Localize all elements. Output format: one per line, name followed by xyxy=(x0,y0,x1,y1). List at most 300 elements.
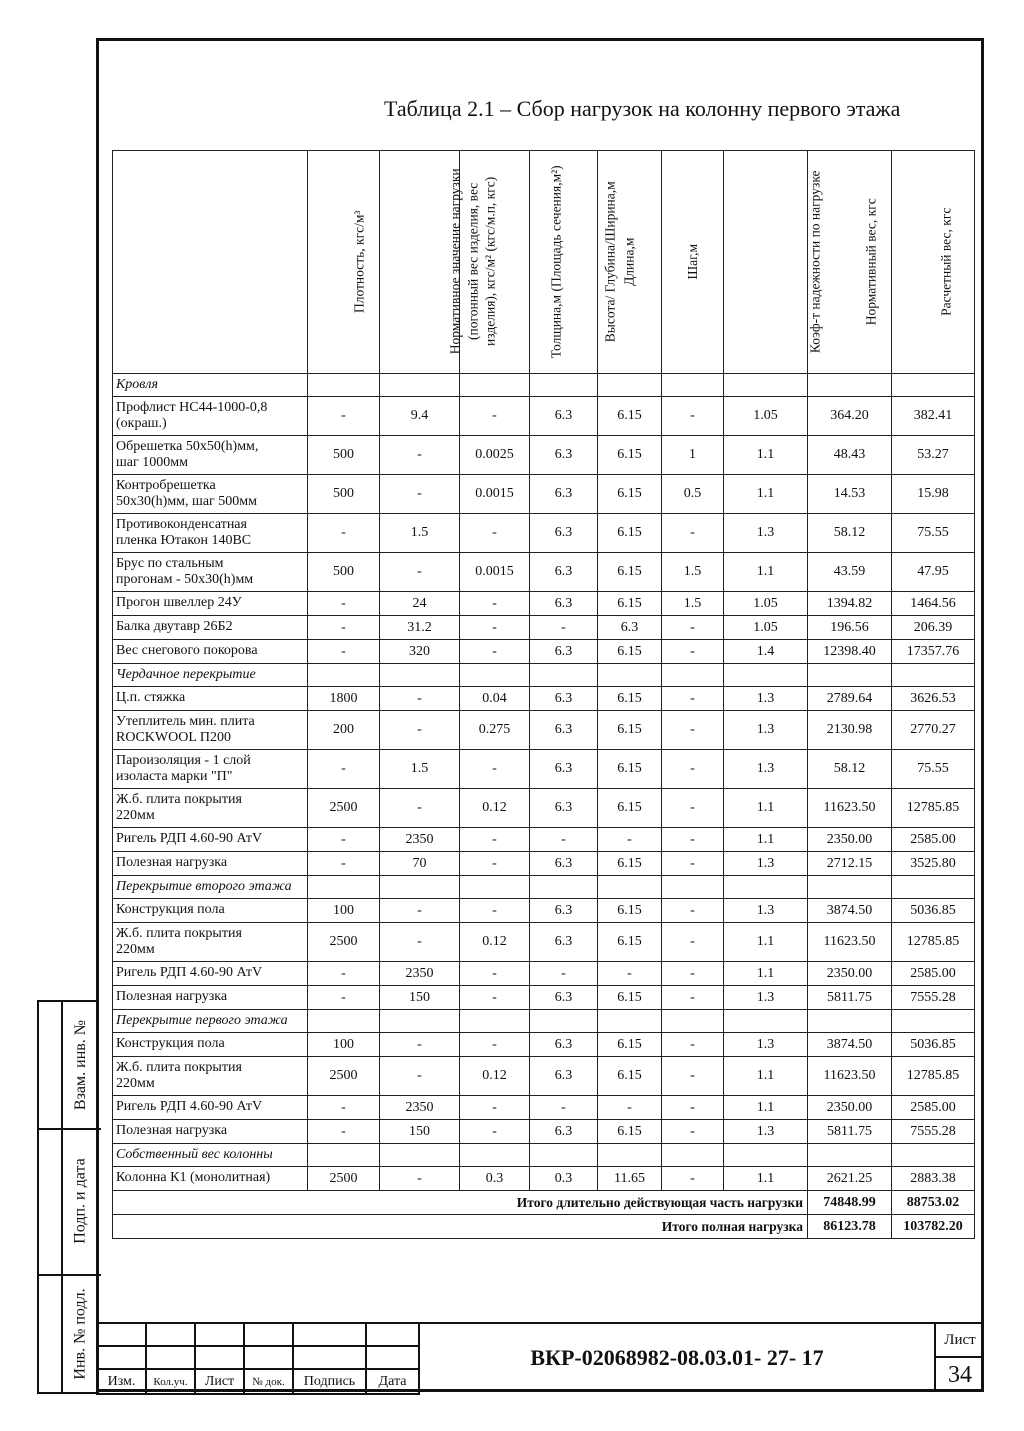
row-value: 9.4 xyxy=(380,397,460,436)
header-cell xyxy=(380,151,498,374)
header-label: Нормативное значение нагрузки (погонный вес изделия, вес изделия), кгс/м² (кгс/м.п, кгс) xyxy=(447,168,498,355)
table-row xyxy=(113,986,975,1010)
row-value: 1.1 xyxy=(724,436,808,475)
row-value: - xyxy=(380,687,460,711)
row-value: - xyxy=(460,986,530,1010)
header-label: Расчетный вес, кгс xyxy=(938,207,954,316)
row-name: Брус по стальным прогонам - 50х30(h)мм xyxy=(113,553,308,592)
row-value: 2350.00 xyxy=(808,962,892,986)
row-value: 1.05 xyxy=(724,616,808,640)
title-block-grid xyxy=(96,1322,420,1395)
row-value: 6.15 xyxy=(598,1120,662,1144)
loads-table xyxy=(112,150,975,1239)
row-value: - xyxy=(380,436,460,475)
row-value: 0.12 xyxy=(460,1057,530,1096)
row-value: - xyxy=(662,1033,724,1057)
header-label: Толщина,м (Площадь сечения,м²) xyxy=(548,165,564,359)
row-value: 0.3 xyxy=(530,1167,598,1191)
row-name: Противоконденсатная пленка Ютакон 140ВС xyxy=(113,514,308,553)
row-value: 7555.28 xyxy=(892,1120,975,1144)
row-value: 1.5 xyxy=(380,750,460,789)
row-value: 2789.64 xyxy=(808,687,892,711)
row-value: 3525.80 xyxy=(892,852,975,876)
row-value: - xyxy=(380,553,460,592)
total-design: 88753.02 xyxy=(892,1191,975,1215)
total-normative: 74848.99 xyxy=(808,1191,892,1215)
row-value: 2350 xyxy=(380,1096,460,1120)
row-value: - xyxy=(460,514,530,553)
row-value: 100 xyxy=(308,899,380,923)
row-value: - xyxy=(308,1120,380,1144)
row-value: - xyxy=(662,899,724,923)
row-value: 2350.00 xyxy=(808,828,892,852)
row-value: 2585.00 xyxy=(892,1096,975,1120)
table-title: Таблица 2.1 – Сбор нагрузок на колонну первого этажа xyxy=(384,96,901,121)
row-value: 6.3 xyxy=(530,852,598,876)
row-value: 6.15 xyxy=(598,923,662,962)
row-name: Полезная нагрузка xyxy=(113,852,308,876)
table-row xyxy=(113,750,975,789)
row-value: - xyxy=(380,789,460,828)
row-value: 364.20 xyxy=(808,397,892,436)
header-cell xyxy=(892,151,975,374)
row-value: 1 xyxy=(662,436,724,475)
row-value: 6.3 xyxy=(530,711,598,750)
row-value: 6.3 xyxy=(530,1120,598,1144)
row-value: 11.65 xyxy=(598,1167,662,1191)
row-name: Конструкция пола xyxy=(113,1033,308,1057)
row-value: 11623.50 xyxy=(808,789,892,828)
row-value: 6.3 xyxy=(530,1057,598,1096)
row-value: - xyxy=(380,1057,460,1096)
row-value: 2500 xyxy=(308,789,380,828)
row-value: 382.41 xyxy=(892,397,975,436)
header-label: Длина,м xyxy=(621,237,637,286)
row-value: - xyxy=(662,962,724,986)
table-row xyxy=(113,553,975,592)
row-value: 1.5 xyxy=(662,553,724,592)
row-value: 6.15 xyxy=(598,986,662,1010)
row-value: 200 xyxy=(308,711,380,750)
row-name: Вес снегового покорова xyxy=(113,640,308,664)
row-value: - xyxy=(308,640,380,664)
row-value: 6.15 xyxy=(598,397,662,436)
row-value: - xyxy=(530,1096,598,1120)
sheet-box xyxy=(934,1322,984,1391)
row-value: 2712.15 xyxy=(808,852,892,876)
row-value: 6.15 xyxy=(598,1057,662,1096)
header-cell xyxy=(724,151,823,374)
sheet-number: 34 xyxy=(948,1362,972,1388)
row-value: 2883.38 xyxy=(892,1167,975,1191)
row-value: 53.27 xyxy=(892,436,975,475)
row-value: 1464.56 xyxy=(892,592,975,616)
row-value: 6.15 xyxy=(598,899,662,923)
section-title: Перекрытие первого этажа xyxy=(113,1010,308,1033)
table-row xyxy=(113,475,975,514)
row-value: 75.55 xyxy=(892,750,975,789)
row-value: 6.3 xyxy=(530,475,598,514)
row-value: 43.59 xyxy=(808,553,892,592)
row-value: - xyxy=(460,1033,530,1057)
section-title: Собственный вес колонны xyxy=(113,1144,308,1167)
stamp-col-label: Лист xyxy=(195,1369,244,1394)
row-value: - xyxy=(460,962,530,986)
row-value: - xyxy=(662,640,724,664)
row-value: 17357.76 xyxy=(892,640,975,664)
row-value: 1.5 xyxy=(662,592,724,616)
row-value: 1.05 xyxy=(724,592,808,616)
row-value: 2500 xyxy=(308,1057,380,1096)
row-value: 320 xyxy=(380,640,460,664)
row-value: 5036.85 xyxy=(892,899,975,923)
side-stamp-label: Взам. инв. № xyxy=(72,1019,90,1111)
table-row xyxy=(113,1120,975,1144)
row-value: - xyxy=(662,616,724,640)
row-name: Прогон швеллер 24У xyxy=(113,592,308,616)
row-value: 1.1 xyxy=(724,923,808,962)
row-value: 6.3 xyxy=(530,592,598,616)
header-cell xyxy=(308,151,380,374)
row-name: Ж.б. плита покрытия 220мм xyxy=(113,789,308,828)
row-value: 75.55 xyxy=(892,514,975,553)
row-name: Ж.б. плита покрытия 220мм xyxy=(113,1057,308,1096)
row-value: 1.3 xyxy=(724,986,808,1010)
header-label: Плотность, кгс/м³ xyxy=(351,210,367,314)
row-value: 150 xyxy=(380,1120,460,1144)
row-value: 150 xyxy=(380,986,460,1010)
row-value: 3626.53 xyxy=(892,687,975,711)
row-value: 3874.50 xyxy=(808,899,892,923)
row-value: 6.15 xyxy=(598,436,662,475)
section-row xyxy=(113,374,975,397)
row-value: 6.3 xyxy=(530,640,598,664)
row-value: 1.3 xyxy=(724,687,808,711)
row-value: - xyxy=(662,1057,724,1096)
row-value: 1.3 xyxy=(724,514,808,553)
table-row xyxy=(113,828,975,852)
total-row xyxy=(113,1215,975,1239)
row-name: Обрешетка 50х50(h)мм, шаг 1000мм xyxy=(113,436,308,475)
row-value: 1.3 xyxy=(724,852,808,876)
row-value: - xyxy=(308,750,380,789)
side-stamp-label: Инв. № подл. xyxy=(72,1288,90,1380)
row-value: 1800 xyxy=(308,687,380,711)
section-title: Кровля xyxy=(113,374,308,397)
row-value: - xyxy=(662,711,724,750)
row-value: 6.3 xyxy=(530,514,598,553)
total-label: Итого длительно действующая часть нагрузки xyxy=(113,1191,808,1215)
row-value: - xyxy=(598,962,662,986)
row-value: - xyxy=(380,711,460,750)
row-value: - xyxy=(460,852,530,876)
header-cell xyxy=(113,151,308,374)
table-row xyxy=(113,1057,975,1096)
row-value: 11623.50 xyxy=(808,923,892,962)
row-value: 6.3 xyxy=(530,1033,598,1057)
row-value: 6.3 xyxy=(530,436,598,475)
row-value: - xyxy=(460,397,530,436)
table-row xyxy=(113,514,975,553)
row-value: - xyxy=(598,1096,662,1120)
row-value: 12785.85 xyxy=(892,923,975,962)
row-value: 1.4 xyxy=(724,640,808,664)
row-value: - xyxy=(460,616,530,640)
total-row xyxy=(113,1191,975,1215)
row-value: - xyxy=(662,828,724,852)
side-stamp-cell xyxy=(61,1002,101,1128)
section-row xyxy=(113,664,975,687)
row-name: Контробрешетка 50х30(h)мм, шаг 500мм xyxy=(113,475,308,514)
table-row xyxy=(113,789,975,828)
table-row xyxy=(113,592,975,616)
row-value: - xyxy=(662,986,724,1010)
row-value: - xyxy=(308,514,380,553)
row-value: - xyxy=(460,899,530,923)
row-value: 2350 xyxy=(380,962,460,986)
row-value: 100 xyxy=(308,1033,380,1057)
header-label: Нормативный вес, кгс xyxy=(863,198,879,326)
row-value: 1394.82 xyxy=(808,592,892,616)
row-name: Полезная нагрузка xyxy=(113,1120,308,1144)
row-value: 1.1 xyxy=(724,1057,808,1096)
row-value: - xyxy=(308,397,380,436)
row-value: 500 xyxy=(308,553,380,592)
row-value: 31.2 xyxy=(380,616,460,640)
row-value: 196.56 xyxy=(808,616,892,640)
table-row xyxy=(113,923,975,962)
table-row xyxy=(113,397,975,436)
total-label: Итого полная нагрузка xyxy=(113,1215,808,1239)
row-value: 12785.85 xyxy=(892,1057,975,1096)
document-code: ВКР-02068982-08.03.01- 27- 17 xyxy=(418,1322,934,1391)
row-name: Пароизоляция - 1 слой изоласта марки "П" xyxy=(113,750,308,789)
table-row xyxy=(113,962,975,986)
row-value: 500 xyxy=(308,475,380,514)
row-name: Профлист НС44-1000-0,8 (окраш.) xyxy=(113,397,308,436)
row-value: 6.15 xyxy=(598,553,662,592)
row-value: - xyxy=(308,616,380,640)
row-value: 1.1 xyxy=(724,1096,808,1120)
row-value: - xyxy=(308,852,380,876)
row-value: 6.15 xyxy=(598,750,662,789)
header-cell xyxy=(662,151,724,374)
row-value: - xyxy=(662,923,724,962)
total-design: 103782.20 xyxy=(892,1215,975,1239)
row-value: - xyxy=(662,1167,724,1191)
row-value: 2585.00 xyxy=(892,962,975,986)
row-value: 12785.85 xyxy=(892,789,975,828)
row-value: 58.12 xyxy=(808,750,892,789)
row-value: 2350.00 xyxy=(808,1096,892,1120)
row-value: 2585.00 xyxy=(892,828,975,852)
row-value: 6.15 xyxy=(598,687,662,711)
row-value: 1.3 xyxy=(724,899,808,923)
row-value: 6.15 xyxy=(598,1033,662,1057)
row-value: 6.3 xyxy=(530,687,598,711)
row-value: - xyxy=(662,1096,724,1120)
row-value: - xyxy=(598,828,662,852)
row-value: - xyxy=(662,789,724,828)
row-value: 2130.98 xyxy=(808,711,892,750)
table-row xyxy=(113,1167,975,1191)
row-name: Балка двутавр 26Б2 xyxy=(113,616,308,640)
row-value: - xyxy=(662,750,724,789)
header-row xyxy=(113,151,975,374)
table-row xyxy=(113,899,975,923)
row-name: Ж.б. плита покрытия 220мм xyxy=(113,923,308,962)
stamp-col-label: Изм. xyxy=(97,1369,146,1394)
row-value: 6.3 xyxy=(598,616,662,640)
header-label: Коэф-т надежности по нагрузке xyxy=(807,170,823,354)
row-value: 6.3 xyxy=(530,397,598,436)
row-value: 2500 xyxy=(308,923,380,962)
row-value: 1.1 xyxy=(724,553,808,592)
row-value: - xyxy=(308,986,380,1010)
table-row xyxy=(113,711,975,750)
row-value: 0.3 xyxy=(460,1167,530,1191)
row-value: 47.95 xyxy=(892,553,975,592)
row-value: - xyxy=(460,640,530,664)
row-value: - xyxy=(530,616,598,640)
row-value: - xyxy=(662,514,724,553)
row-value: 1.5 xyxy=(380,514,460,553)
row-value: 11623.50 xyxy=(808,1057,892,1096)
row-value: 7555.28 xyxy=(892,986,975,1010)
row-value: 15.98 xyxy=(892,475,975,514)
row-value: 2621.25 xyxy=(808,1167,892,1191)
row-value: - xyxy=(308,962,380,986)
row-value: - xyxy=(460,750,530,789)
row-value: - xyxy=(460,828,530,852)
row-value: 58.12 xyxy=(808,514,892,553)
row-value: 12398.40 xyxy=(808,640,892,664)
row-name: Ригель РДП 4.60-90 АтV xyxy=(113,1096,308,1120)
row-value: 5811.75 xyxy=(808,986,892,1010)
row-value: 70 xyxy=(380,852,460,876)
row-value: - xyxy=(662,1120,724,1144)
table-row xyxy=(113,616,975,640)
row-value: - xyxy=(662,397,724,436)
row-value: - xyxy=(460,1120,530,1144)
stamp-col-label: Подпись xyxy=(293,1369,366,1394)
row-value: 0.12 xyxy=(460,923,530,962)
row-value: 24 xyxy=(380,592,460,616)
section-row xyxy=(113,1010,975,1033)
total-normative: 86123.78 xyxy=(808,1215,892,1239)
section-title: Чердачное перекрытие xyxy=(113,664,308,687)
row-value: 6.3 xyxy=(530,923,598,962)
table-row xyxy=(113,1033,975,1057)
row-value: - xyxy=(308,592,380,616)
row-name: Ригель РДП 4.60-90 АтV xyxy=(113,828,308,852)
row-value: 1.3 xyxy=(724,750,808,789)
row-value: - xyxy=(380,1033,460,1057)
row-value: 2350 xyxy=(380,828,460,852)
row-name: Колонна К1 (монолитная) xyxy=(113,1167,308,1191)
row-name: Ц.п. стяжка xyxy=(113,687,308,711)
row-value: 6.15 xyxy=(598,789,662,828)
row-value: 1.1 xyxy=(724,475,808,514)
sheet-label: Лист xyxy=(936,1324,984,1358)
row-value: - xyxy=(380,923,460,962)
row-value: 6.3 xyxy=(530,899,598,923)
row-value: - xyxy=(530,962,598,986)
row-value: 6.3 xyxy=(530,553,598,592)
row-value: 206.39 xyxy=(892,616,975,640)
row-value: - xyxy=(460,592,530,616)
side-stamp-cell xyxy=(61,1274,101,1394)
row-value: 6.15 xyxy=(598,711,662,750)
section-row xyxy=(113,876,975,899)
row-value: 0.04 xyxy=(460,687,530,711)
stamp-col-label: Кол.уч. xyxy=(146,1369,195,1394)
row-value: - xyxy=(380,1167,460,1191)
table-row xyxy=(113,1096,975,1120)
row-value: - xyxy=(380,475,460,514)
row-value: 2500 xyxy=(308,1167,380,1191)
header-label: Высота/ Глубина/Ширина,м xyxy=(602,181,618,343)
row-value: 1.3 xyxy=(724,1120,808,1144)
row-value: 6.15 xyxy=(598,640,662,664)
loads-body xyxy=(113,374,975,1239)
row-name: Полезная нагрузка xyxy=(113,986,308,1010)
row-value: 3874.50 xyxy=(808,1033,892,1057)
row-name: Конструкция пола xyxy=(113,899,308,923)
row-value: 6.3 xyxy=(530,750,598,789)
row-value: 2770.27 xyxy=(892,711,975,750)
table-row xyxy=(113,640,975,664)
stamp-col-label: Дата xyxy=(366,1369,419,1394)
row-value: - xyxy=(380,899,460,923)
row-value: 6.3 xyxy=(530,789,598,828)
row-value: 5811.75 xyxy=(808,1120,892,1144)
row-name: Утеплитель мин. плита ROCKWOOL П200 xyxy=(113,711,308,750)
table-row xyxy=(113,852,975,876)
row-value: 0.275 xyxy=(460,711,530,750)
side-stamp-label: Подп. и дата xyxy=(72,1158,90,1244)
row-value: 0.0015 xyxy=(460,553,530,592)
side-stamp-cell xyxy=(61,1128,101,1274)
row-value: 1.1 xyxy=(724,828,808,852)
row-value: 0.0015 xyxy=(460,475,530,514)
row-value: - xyxy=(308,828,380,852)
row-value: 0.12 xyxy=(460,789,530,828)
section-row xyxy=(113,1144,975,1167)
row-name: Ригель РДП 4.60-90 АтV xyxy=(113,962,308,986)
row-value: - xyxy=(460,1096,530,1120)
row-value: - xyxy=(530,828,598,852)
row-value: 6.3 xyxy=(530,986,598,1010)
row-value: 1.3 xyxy=(724,1033,808,1057)
row-value: 6.15 xyxy=(598,592,662,616)
row-value: 500 xyxy=(308,436,380,475)
row-value: 1.3 xyxy=(724,711,808,750)
side-stamp xyxy=(37,1000,99,1394)
row-value: 6.15 xyxy=(598,475,662,514)
table-row xyxy=(113,687,975,711)
section-title: Перекрытие второго этажа xyxy=(113,876,308,899)
header-label: Шаг,м xyxy=(684,244,700,280)
table-row xyxy=(113,436,975,475)
row-value: 48.43 xyxy=(808,436,892,475)
row-value: 1.1 xyxy=(724,962,808,986)
row-value: 0.0025 xyxy=(460,436,530,475)
row-value: 1.1 xyxy=(724,789,808,828)
row-value: - xyxy=(662,687,724,711)
row-value: - xyxy=(662,852,724,876)
stamp-col-label: № док. xyxy=(244,1369,293,1394)
